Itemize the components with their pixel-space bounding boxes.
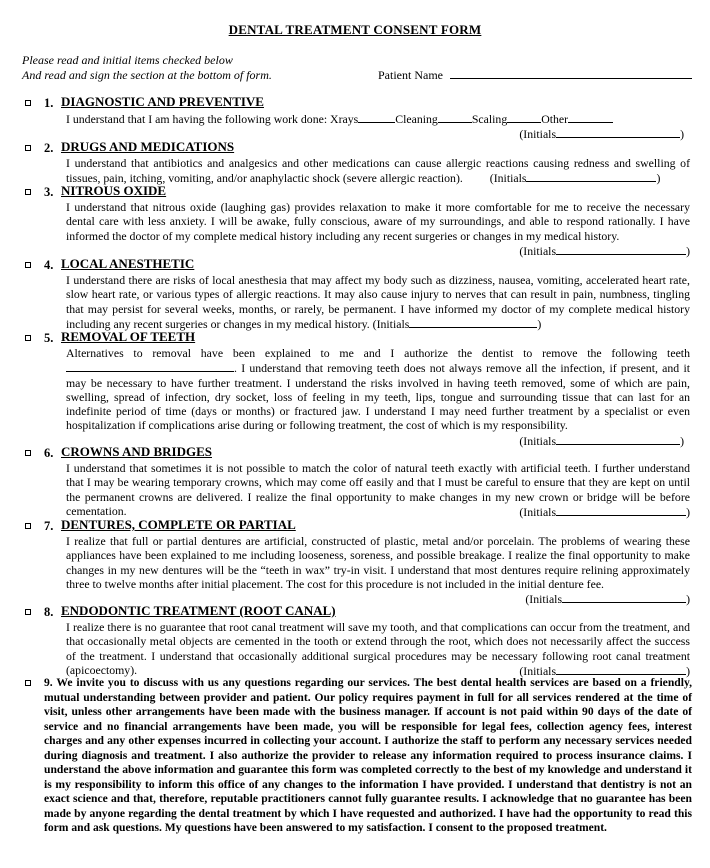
section-heading: DENTURES, COMPLETE OR PARTIAL (61, 517, 296, 532)
section-text: I understand there are risks of local anesthesia that may affect my body such as dizziness, nausea, vomiting, accelerated heart rate, slow heart rate, or various types of allergic reactions. It may also cause injury to nerves that can result in pain, numbness, tingling that may persist for several weeks, months, or rarely, be permanent. I have informed my doctor of my complete medical history including any recent surgeries or changes in my medical history. (66, 273, 690, 331)
section-number: 6. (44, 446, 54, 460)
section-text-b: . I understand that removing teeth does not always remove all the infection, if present, and it may be necessary to have further treatment. I understand the risks involved in having teeth removed, some of which are pain, swelling, spread of infection, dry socket, loss of feeling in my teeth, lips, tongue and surrounding tissue that can last for an indefinite period of time (days or months) or fractured jaw. I understand I may need further treatment by a specialist or even hospitalization if complications arise during or following treatment, the cost of which is my responsibility. (66, 361, 690, 433)
instruction-line-1: Please read and initial items checked below (22, 53, 233, 67)
initials-row (519, 504, 690, 519)
section-heading: NITROUS OXIDE (61, 183, 167, 198)
section-body (66, 111, 690, 142)
section-body (66, 273, 690, 331)
section-5-checkbox[interactable] (25, 335, 31, 341)
section-text: I understand that sometimes it is not possible to match the color of natural teeth exactly with artificial teeth. I further understand that I may be wearing temporary crowns, which may come off easily and that I must be careful to ensure that they are kept on until the permanent crowns are delivered. I realize the final opportunity to make changes in my new crown or bridge will be before cementation. (66, 461, 690, 518)
section-number: 4. (44, 258, 54, 272)
option-cleaning: Cleaning (395, 112, 438, 126)
cleaning-blank[interactable] (438, 111, 472, 123)
option-scaling: Scaling (471, 112, 508, 126)
section-body (66, 346, 690, 448)
section-number: 8. (44, 605, 54, 619)
section-number: 9. (44, 676, 53, 689)
section-body (66, 200, 690, 258)
section-number: 2. (44, 141, 54, 155)
initials-label: (Initials (525, 592, 563, 607)
section-2-checkbox[interactable] (25, 145, 31, 151)
patient-name-field[interactable] (450, 67, 692, 79)
patient-name-label: Patient Name (378, 68, 443, 82)
initials-row (519, 243, 690, 258)
section-body (66, 620, 690, 678)
initials-field[interactable] (409, 316, 537, 328)
initials-label: (Initials (519, 663, 557, 678)
section-heading: REMOVAL OF TEETH (61, 329, 196, 344)
section-4-checkbox[interactable] (25, 262, 31, 268)
initials-field[interactable] (556, 663, 686, 675)
initials-row (525, 591, 690, 606)
section-text: I understand that nitrous oxide (laughing gas) provides relaxation to make it more comfortable for me to receive the necessary dental care with less anxiety. I will be awake, fully conscious, aware of my surroundings, and able to respond rationally. I have informed the doctor of my complete medical history including any recent surgeries or changes in my medical history. (66, 200, 690, 243)
initials-row (490, 171, 661, 185)
initials-close: ) (680, 127, 684, 142)
teeth-to-remove-field[interactable] (66, 360, 234, 372)
section-financial-consent (44, 676, 692, 836)
section-6-checkbox[interactable] (25, 450, 31, 456)
section-text: I understand that antibiotics and analgesics and other medications can cause allergic reactions causing redness and swelling of tissues, pain, itching, vomiting, and/or anaphylactic shock (severe allergic reaction). (66, 156, 690, 186)
other-blank[interactable] (568, 111, 613, 123)
initials-close: ) (686, 504, 690, 519)
initials-label: (Initials (519, 243, 557, 258)
section-1-checkbox[interactable] (25, 100, 31, 106)
instructions (22, 53, 272, 83)
section-text: We invite you to discuss with us any questions regarding our services. The best dental health services are based on a friendly, mutual understanding between provider and patient. Our policy requires payment in full for all services rendered at the time of visit, unless other arrangements have been made with the business manager. If account is not paid within 90 days of the date of service and no financial arrangements have been made, you will be responsible for legal fees, collection agency fees, interest charges and any other expenses incurred in collecting your account. I authorize the staff to perform any necessary services needed during diagnosis and treatment. I also authorize the provider to release any information required to process insurance claims. I understand the above information and guarantee this form was completed correctly to the best of my knowledge and understand it is my responsibility to inform this office of any changes to the information I have provided. I understand that dentistry is not an exact science and that, therefore, reputable practitioners cannot fully guarantee results. I acknowledge that no guarantee has been made by anyone regarding the dental treatment by which I have requested and authorized. I have had the opportunity to read this form and ask questions. My questions have been answered to my satisfaction. I consent to the proposed treatment. (44, 676, 692, 835)
section-3-checkbox[interactable] (25, 189, 31, 195)
initials-label: (Initials (519, 433, 557, 448)
patient-name-row (378, 67, 692, 83)
scaling-blank[interactable] (507, 111, 541, 123)
initials-field[interactable] (556, 504, 686, 516)
initials-field[interactable] (556, 243, 686, 255)
initials-field[interactable] (562, 591, 686, 603)
initials-close: ) (686, 243, 690, 258)
section-number: 5. (44, 331, 54, 345)
initials-close: ) (686, 592, 690, 607)
section-heading: DRUGS AND MEDICATIONS (61, 139, 235, 154)
section-heading: ENDODONTIC TREATMENT (ROOT CANAL) (61, 603, 336, 618)
section-text-a: Alternatives to removal have been explained to me and I authorize the dentist to remove the following teeth (66, 346, 690, 360)
initials-close: ) (656, 171, 661, 186)
section-heading: LOCAL ANESTHETIC (61, 256, 195, 271)
section-9-checkbox[interactable] (25, 680, 31, 686)
section-text: I understand that I am having the following work done: Xrays (66, 112, 359, 126)
option-other: Other (541, 112, 569, 126)
section-body (66, 461, 690, 519)
initials-label: (Initials (489, 171, 527, 186)
form-title: DENTAL TREATMENT CONSENT FORM (228, 22, 482, 37)
initials-field[interactable] (526, 170, 656, 182)
section-number: 3. (44, 185, 54, 199)
xrays-blank[interactable] (358, 111, 395, 123)
section-body (66, 534, 690, 606)
initials-label: (Initials (372, 316, 410, 331)
section-number: 7. (44, 519, 54, 533)
section-number: 1. (44, 96, 54, 110)
instruction-line-2: And read and sign the section at the bottom of form. (22, 68, 272, 82)
initials-label: (Initials (519, 127, 557, 142)
section-8-checkbox[interactable] (25, 609, 31, 615)
section-7-checkbox[interactable] (25, 523, 31, 529)
section-heading: CROWNS AND BRIDGES (61, 444, 212, 459)
initials-close: ) (537, 316, 542, 331)
section-heading: DIAGNOSTIC AND PREVENTIVE (61, 94, 264, 109)
initials-close: ) (686, 663, 690, 678)
section-body (66, 156, 690, 186)
section-text: I realize that full or partial dentures are artificial, constructed of plastic, metal and/or porcelain. The problems of wearing these appliances have been explained to me including looseness, soreness, and possible breakage. I realize the final opportunity to make changes in my new dentures will be the “teeth in wax” try-in visit. I understand that most dentures require relining approximately three to twelve months after initial placement. The cost for this procedure is not included in the initial denture fee. (66, 534, 690, 591)
section-text: I realize there is no guarantee that root canal treatment will save my tooth, and that complications can occur from the treatment, and that occasionally metal objects are cemented in the tooth or extend through the root, which does not necessarily affect the success of the treatment. I understand that occasionally additional surgical procedures may be necessary following root canal treatment (apicoectomy). (66, 620, 690, 677)
initials-field[interactable] (556, 433, 680, 445)
initials-close: ) (680, 433, 684, 448)
initials-row (373, 317, 542, 331)
initials-label: (Initials (519, 504, 557, 519)
initials-field[interactable] (556, 126, 680, 138)
